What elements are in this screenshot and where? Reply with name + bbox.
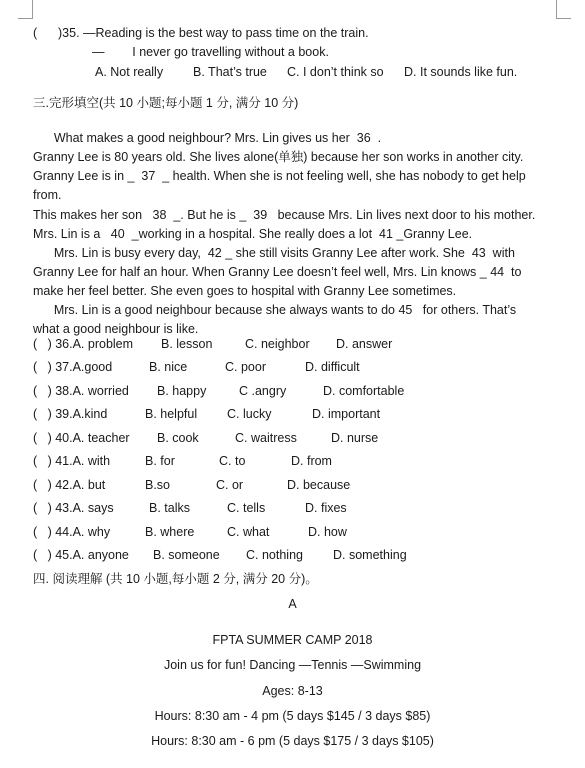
question-38-option-d: D. comfortable	[323, 384, 405, 398]
question-44-option-b: B. where	[145, 525, 195, 539]
question-42-option-d: D. because	[287, 478, 351, 492]
question-42-option-c: C. or	[216, 478, 244, 492]
question-42-option-b: B.so	[145, 478, 171, 492]
question-44-option-a: ( ) 44.A. why	[33, 525, 111, 539]
passage-line: make her feel better. She even goes to hospital with Granny Lee sometimes.	[33, 284, 457, 298]
question-45-option-a: ( ) 45.A. anyone	[33, 548, 129, 562]
question-37-option-a: ( ) 37.A.good	[33, 360, 113, 374]
question-45-option-b: B. someone	[153, 548, 220, 562]
question-38-option-c: C .angry	[239, 384, 287, 398]
question-40-option-b: B. cook	[157, 431, 199, 445]
question-43-option-d: D. fixes	[305, 501, 347, 515]
q35-option-c: C. I don’t think so	[287, 65, 384, 79]
ad-hours-2: Hours: 8:30 am - 6 pm (5 days $175 / 3 days $105)	[151, 734, 434, 748]
q35-option-a: A. Not really	[95, 65, 164, 79]
question-38-option-a: ( ) 38.A. worried	[33, 384, 129, 398]
question-44-option-c: C. what	[227, 525, 270, 539]
passage-line: Mrs. Lin is a 40 _working in a hospital. She really does a lot 41 _Granny Lee.	[33, 227, 473, 241]
passage-line: What makes a good neighbour? Mrs. Lin gives us her 36 .	[33, 131, 382, 145]
question-43-option-a: ( ) 43.A. says	[33, 501, 114, 515]
ad-tagline: Join us for fun! Dancing —Tennis —Swimming	[163, 658, 422, 672]
q35-option-b: B. That’s true	[193, 65, 267, 79]
passage-line: what a good neighbour is like.	[33, 322, 199, 336]
question-35: ( )35. —Reading is the best way to pass time on the train.	[33, 26, 369, 40]
passage-line: Granny Lee is 80 years old. She lives alone(单独) because her son works in another city.	[33, 150, 524, 164]
question-36-option-d: D. answer	[336, 337, 393, 351]
question-45-option-c: C. nothing	[246, 548, 303, 562]
page-corner-mark-left	[18, 0, 33, 19]
question-39-option-d: D. important	[312, 407, 381, 421]
passage-line: This makes her son 38 _. But he is _ 39 because Mrs. Lin lives next door to his mother.	[33, 208, 536, 222]
ad-ages: Ages: 8-13	[262, 684, 323, 698]
ad-title: FPTA SUMMER CAMP 2018	[212, 633, 373, 647]
question-41-option-d: D. from	[291, 454, 332, 468]
page-corner-mark-right	[556, 0, 571, 19]
question-37-option-c: C. poor	[225, 360, 266, 374]
question-38-option-b: B. happy	[157, 384, 207, 398]
passage-line: Mrs. Lin is a good neighbour because she always wants to do 45 for others. That’s	[33, 303, 517, 317]
passage-line: Granny Lee is in _ 37 _ health. When she is not feeling well, she has nobody to get help	[33, 169, 526, 183]
passage-line: Granny Lee for half an hour. When Granny Lee doesn’t feel well, Mrs. Lin knows _ 44 to	[33, 265, 522, 279]
question-36-option-a: ( ) 36.A. problem	[33, 337, 134, 351]
question-40-option-c: C. waitress	[235, 431, 297, 445]
question-45-option-d: D. something	[333, 548, 407, 562]
ad-hours-1: Hours: 8:30 am - 4 pm (5 days $145 / 3 days $85)	[154, 709, 431, 723]
question-37-option-d: D. difficult	[305, 360, 360, 374]
question-41-option-b: B. for	[145, 454, 175, 468]
question-37-option-b: B. nice	[149, 360, 188, 374]
question-39-option-b: B. helpful	[145, 407, 198, 421]
question-35-reply: — I never go travelling without a book.	[92, 45, 329, 59]
question-44-option-d: D. how	[308, 525, 347, 539]
question-41-option-a: ( ) 41.A. with	[33, 454, 111, 468]
section3-heading: 三.完形填空(共 10 小题;每小题 1 分, 满分 10 分)	[33, 96, 299, 110]
question-40-option-a: ( ) 40.A. teacher	[33, 431, 130, 445]
passage-line: Mrs. Lin is busy every day, 42 _ she still visits Granny Lee after work. She 43 with	[33, 246, 515, 260]
question-40-option-d: D. nurse	[331, 431, 379, 445]
question-43-option-c: C. tells	[227, 501, 266, 515]
question-43-option-b: B. talks	[149, 501, 190, 515]
reading-part-label: A	[288, 597, 297, 611]
question-39-option-a: ( ) 39.A.kind	[33, 407, 108, 421]
question-39-option-c: C. lucky	[227, 407, 272, 421]
question-36-option-b: B. lesson	[161, 337, 213, 351]
section4-heading: 四. 阅读理解 (共 10 小题,每小题 2 分, 满分 20 分)。	[33, 572, 318, 586]
q35-option-d: D. It sounds like fun.	[404, 65, 518, 79]
question-36-option-c: C. neighbor	[245, 337, 310, 351]
question-41-option-c: C. to	[219, 454, 246, 468]
passage-line: from.	[33, 188, 62, 202]
question-42-option-a: ( ) 42.A. but	[33, 478, 106, 492]
